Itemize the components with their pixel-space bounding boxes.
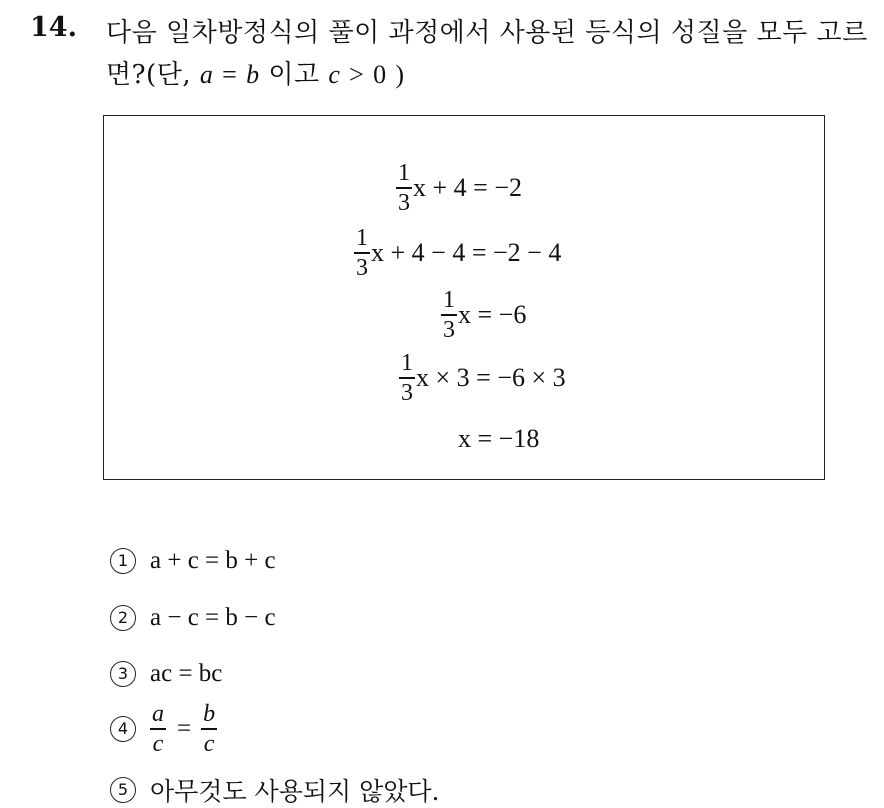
choice-equals: = [177, 714, 192, 742]
step-fraction: $\frac{1}{3}$ [356, 225, 368, 281]
choice-2[interactable] [110, 604, 276, 632]
choice-4[interactable] [110, 702, 218, 756]
choice-expression: a + c = b + c [150, 547, 276, 574]
choice-fraction-left: $\frac{a}{c}$ [152, 701, 164, 757]
step-expression: x + 4 = −2 [413, 172, 522, 202]
choice-expression: ac = bc [150, 660, 223, 687]
question-line2-prefix: 면?(단, [106, 60, 192, 90]
question-number: 14. [30, 12, 77, 43]
solution-step-3 [441, 288, 526, 342]
choice-marker-5: 5 [110, 777, 136, 803]
choice-marker-2: 2 [110, 605, 136, 631]
question-text-line2 [106, 54, 405, 91]
step-expression: x = −6 [458, 299, 527, 329]
condition-b: b [246, 60, 260, 89]
choice-fraction-right: $\frac{b}{c}$ [203, 701, 216, 757]
step-expression: x × 3 = −6 × 3 [416, 362, 566, 392]
condition-close-paren: ) [395, 60, 405, 89]
condition-a: a [199, 60, 214, 89]
choice-1[interactable] [110, 547, 276, 575]
choice-marker-4: 4 [110, 716, 136, 742]
solution-step-4 [399, 351, 566, 405]
choice-5[interactable] [110, 772, 440, 808]
solution-step-2 [354, 226, 561, 280]
solution-step-1 [396, 161, 522, 215]
choice-marker-3: 3 [110, 661, 136, 687]
choice-expression: a − c = b − c [150, 604, 276, 631]
condition-zero: 0 [373, 60, 387, 89]
choice-3[interactable] [110, 660, 222, 688]
condition-equals: = [222, 60, 238, 89]
step-fraction: $\frac{1}{3}$ [443, 287, 455, 343]
step-expression: x = −18 [458, 424, 540, 453]
solution-box [103, 115, 825, 480]
choice-marker-1: 1 [110, 548, 136, 574]
question-text-line1: 다음 일차방정식의 풀이 과정에서 사용된 등식의 성질을 모두 고르 [106, 18, 868, 48]
condition-greater-than: > [349, 60, 365, 89]
condition-conjunction: 이고 [268, 60, 320, 90]
condition-c: c [328, 60, 341, 89]
choice-text: 아무것도 사용되지 않았다. [150, 777, 440, 806]
step-fraction: $\frac{1}{3}$ [398, 160, 410, 216]
step-expression: x + 4 − 4 = −2 − 4 [371, 237, 562, 267]
solution-step-5 [458, 424, 539, 454]
step-fraction: $\frac{1}{3}$ [401, 350, 413, 406]
